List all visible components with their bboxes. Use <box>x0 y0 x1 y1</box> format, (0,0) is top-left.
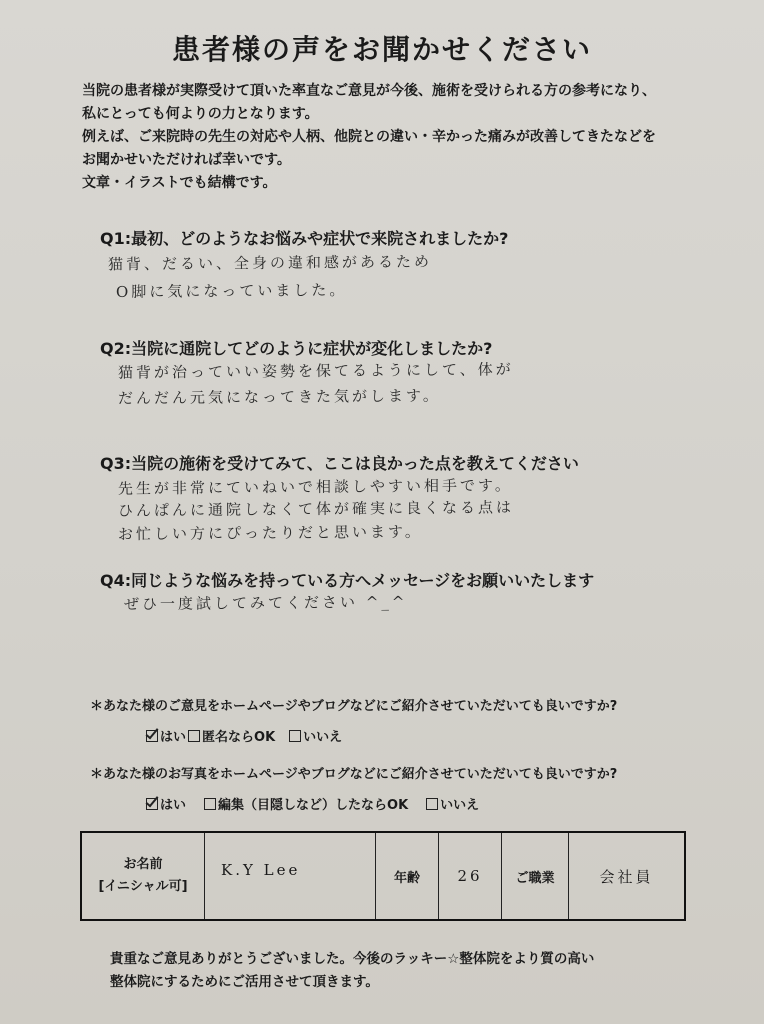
consent-photo-edited[interactable]: 編集（目隠しなど）したならOK <box>204 794 408 813</box>
answer-3-line-3: お忙しい方にぴったりだと思います。 <box>117 522 423 544</box>
consent-opinion-question: ＊あなた様のご意見をホームページやブログなどにご紹介させていただいても良いですか? <box>90 699 618 714</box>
consent-photo-question: ＊あなた様のお写真をホームページやブログなどにご紹介させていただいても良いですか? <box>90 767 618 782</box>
page-title: 患者様の声をお聞かせください <box>171 33 592 66</box>
question-3: Q3:当院の施術を受けてみて、ここは良かった点を教えてください <box>100 454 579 473</box>
job-label: ご職業 <box>502 832 569 920</box>
consent-photo-options <box>146 794 479 813</box>
question-4: Q4:同じような悩みを持っている方へメッセージをお願いいたします <box>100 571 595 590</box>
answer-2-line-2: だんだん元気になってきた気がします。 <box>117 386 441 408</box>
name-label: お名前 <box>123 857 163 872</box>
name-label-initial: [イニシャル可] <box>98 879 188 894</box>
checkbox-icon[interactable] <box>289 730 301 742</box>
question-2: Q2:当院に通院してどのように症状が変化しましたか? <box>100 339 493 358</box>
age-label: 年齢 <box>376 832 439 920</box>
answer-4-line-1: ぜひ一度試してみてください ^_^ <box>123 592 408 614</box>
consent-opinion-no[interactable]: いいえ <box>289 726 342 745</box>
closing-text: 貴重なご意見ありがとうございました。今後のラッキー☆整体院をより質の高い 整体院にするためにご活用させて頂きます。 <box>110 951 595 990</box>
job-value[interactable]: 会社員 <box>569 832 686 920</box>
checkbox-icon[interactable] <box>188 730 200 742</box>
consent-photo-no[interactable]: いいえ <box>426 794 479 813</box>
checkbox-checked-icon[interactable] <box>146 798 158 810</box>
answer-3-line-2: ひんぱんに通院しなくて体が確実に良くなる点は <box>117 498 515 520</box>
intro-text: 当院の患者様が実際受けて頂いた率直なご意見が今後、施術を受けられる方の参考になり、 私にとっても何よりの力となります。 例えば、ご来院時の先生の対応や人柄、他院との違い・辛かった痛みが改善してきたなどを お聞かせいただければ幸いです。 文章・イラストでも結構です。 <box>82 83 656 191</box>
name-value[interactable]: K.Y Lee <box>205 832 376 920</box>
consent-opinion-options <box>146 726 342 745</box>
checkbox-checked-icon[interactable] <box>146 730 158 742</box>
checkbox-icon[interactable] <box>204 798 216 810</box>
answer-2-line-1: 猫背が治っていい姿勢を保てるようにして、体が <box>117 360 514 382</box>
question-1: Q1:最初、どのようなお悩みや症状で来院されましたか? <box>100 229 509 248</box>
age-value[interactable]: 26 <box>439 832 502 920</box>
consent-opinion-anonymous[interactable]: 匿名ならOK <box>188 726 275 745</box>
consent-opinion-yes[interactable]: はい <box>146 726 186 745</box>
answer-3-line-1: 先生が非常にていねいで相談しやすい相手です。 <box>117 476 513 498</box>
answer-1-line-2: O脚に気になっていました。 <box>115 280 348 302</box>
answer-1-line-1: 猫背、だるい、全身の違和感があるため <box>107 252 433 274</box>
name-label-cell <box>81 832 205 920</box>
consent-photo-yes[interactable]: はい <box>146 794 186 813</box>
checkbox-icon[interactable] <box>426 798 438 810</box>
respondent-info-table <box>80 831 686 921</box>
